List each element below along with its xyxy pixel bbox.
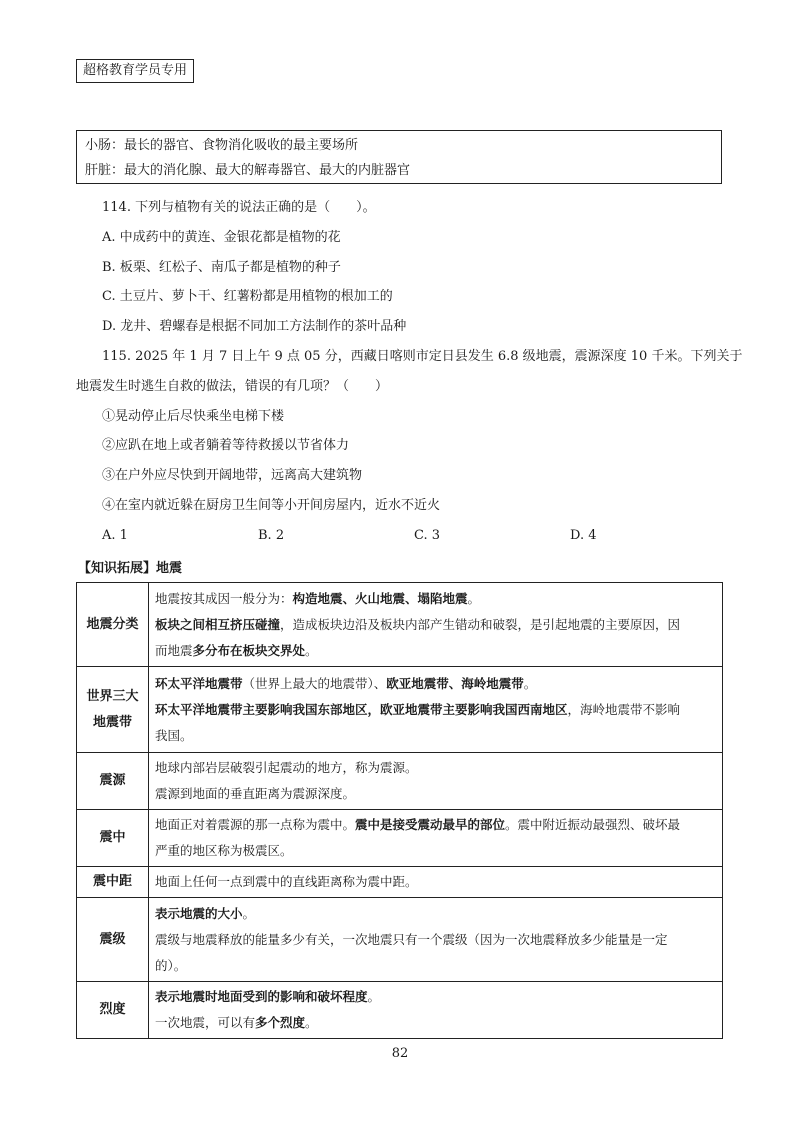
table-row	[77, 583, 723, 667]
table-row	[77, 667, 723, 753]
row-term: 震源	[77, 753, 149, 810]
q115-stem-line2: 地震发生时逃生自救的做法，错误的有几项？（ ）	[76, 379, 389, 394]
q115-stem-line1: 115. 2025 年 1 月 7 日上午 9 点 05 分，西藏日喀则市定日县发生 6.8 级地震，震源深度 10 千米。下列关于	[102, 349, 743, 364]
q114-option-a: A. 中成药中的黄连、金银花都是植物的花	[102, 230, 341, 245]
section-title: 【知识拓展】地震	[78, 561, 183, 576]
q115-option-c: C. 3	[414, 528, 441, 543]
q115-option-d: D. 4	[570, 528, 597, 543]
organ-fact-liver: 肝脏：最大的消化腺、最大的解毒器官、最大的内脏器官	[85, 163, 411, 178]
header-tag: 超格教育学员专用	[76, 59, 194, 83]
q115-item-3: ③在户外应尽快到开阔地带，远离高大建筑物	[102, 468, 363, 483]
row-term: 震级	[77, 898, 149, 982]
earthquake-knowledge-table	[76, 582, 723, 1039]
q114-stem: 114. 下列与植物有关的说法正确的是（ ）。	[102, 200, 376, 215]
q115-item-1: ①晃动停止后尽快乘坐电梯下楼	[102, 409, 285, 424]
row-term: 烈度	[77, 982, 149, 1039]
q114-option-c: C. 土豆片、萝卜干、红薯粉都是用植物的根加工的	[102, 289, 393, 304]
q114-option-b: B. 板栗、红松子、南瓜子都是植物的种子	[102, 260, 341, 275]
q115-option-a: A. 1	[102, 528, 128, 543]
table-row	[77, 753, 723, 810]
row-desc: 地震按其成因一般分为：构造地震、火山地震、塌陷地震。 板块之间相互挤压碰撞，造成板块边沿及板块内部产生错动和破裂，是引起地震的主要原因，因 而地震多分布在板块交界处。	[149, 583, 723, 667]
row-term: 震中	[77, 810, 149, 867]
page-number: 82	[391, 1046, 409, 1061]
organ-facts-box	[76, 130, 722, 184]
row-term: 世界三大 地震带	[77, 667, 149, 753]
q115-option-b: B. 2	[258, 528, 285, 543]
table-row	[77, 810, 723, 867]
row-term: 震中距	[77, 867, 149, 898]
table-row	[77, 982, 723, 1039]
row-desc: 地面上任何一点到震中的直线距离称为震中距。	[149, 867, 723, 898]
q115-item-4: ④在室内就近躲在厨房卫生间等小开间房屋内，近水不近火	[102, 498, 441, 513]
row-desc: 环太平洋地震带（世界上最大的地震带）、欧亚地震带、海岭地震带。 环太平洋地震带主要影响我国东部地区，欧亚地震带主要影响我国西南地区，海岭地震带不影响 我国。	[149, 667, 723, 753]
table-row	[77, 867, 723, 898]
row-desc: 地球内部岩层破裂引起震动的地方，称为震源。 震源到地面的垂直距离为震源深度。	[149, 753, 723, 810]
row-desc: 表示地震的大小。 震级与地震释放的能量多少有关，一次地震只有一个震级（因为一次地震释放多少能量是一定 的）。	[149, 898, 723, 982]
row-term: 地震分类	[77, 583, 149, 667]
table-row	[77, 898, 723, 982]
row-desc: 表示地震时地面受到的影响和破坏程度。 一次地震，可以有多个烈度。	[149, 982, 723, 1039]
q115-item-2: ②应趴在地上或者躺着等待救援以节省体力	[102, 438, 350, 453]
organ-fact-small-intestine: 小肠：最长的器官、食物消化吸收的最主要场所	[85, 138, 359, 153]
q114-option-d: D. 龙井、碧螺春是根据不同加工方法制作的茶叶品种	[102, 319, 407, 334]
row-desc: 地面正对着震源的那一点称为震中。震中是接受震动最早的部位。震中附近振动最强烈、破坏最 严重的地区称为极震区。	[149, 810, 723, 867]
